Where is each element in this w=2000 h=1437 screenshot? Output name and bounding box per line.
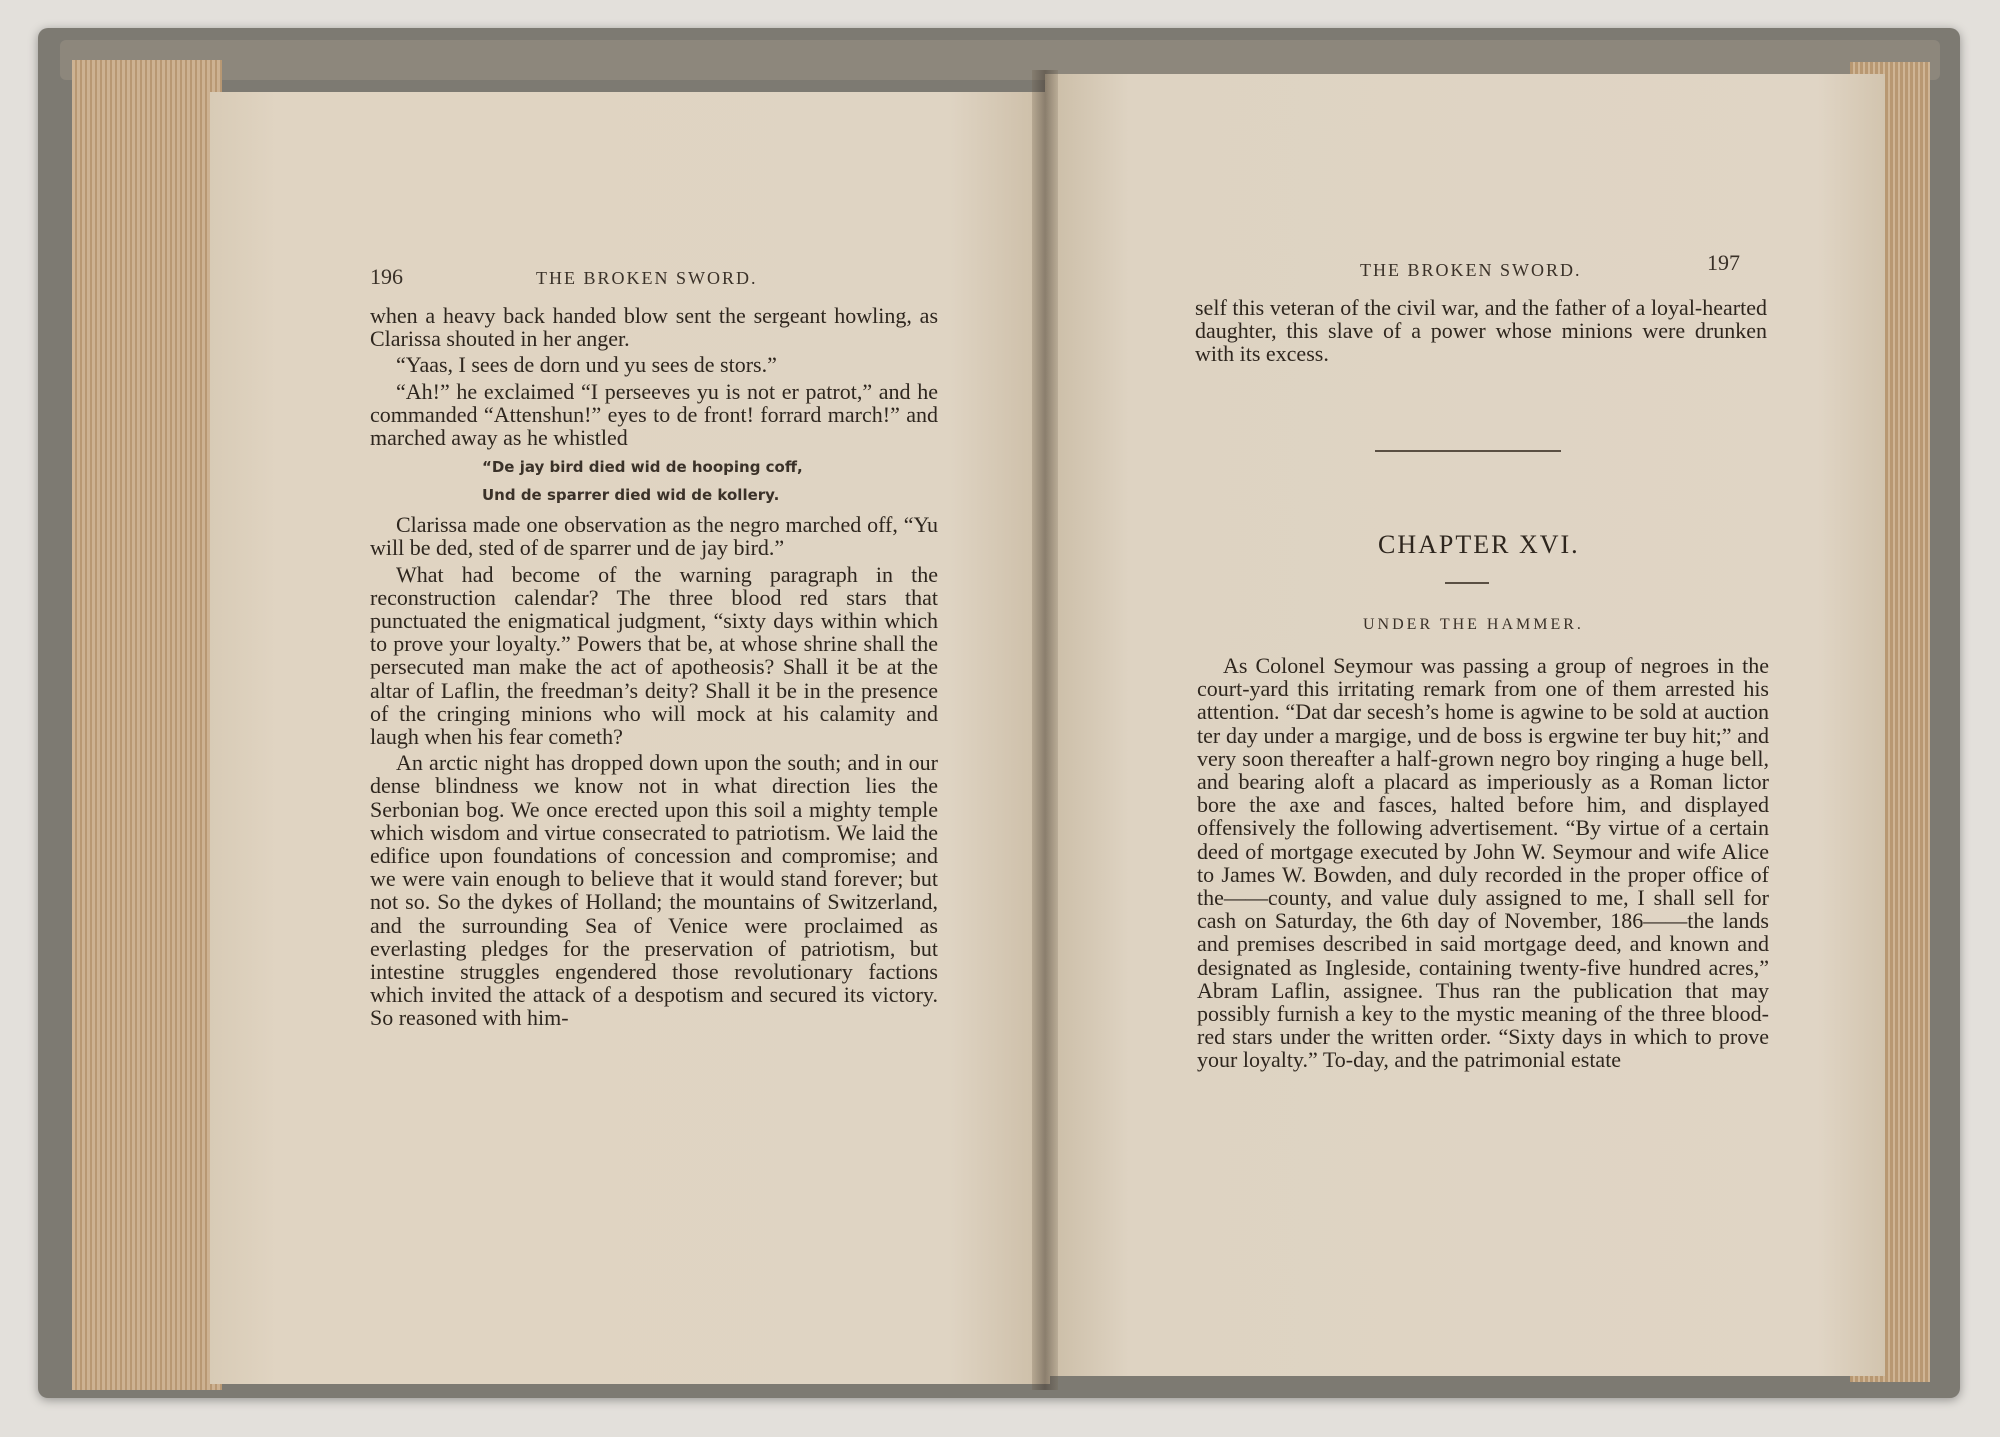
paragraph: What had become of the warning paragraph in the reconstruction calendar? The three blood red stars that punctuated the enigmatical judgment, “sixty days within which to prove your loyalty.” Powers that be, at whose shrine shall the persecuted man make the act of apotheosis? Shall it be at the altar of Laflin, the freedman’s deity? Shall it be in the presence of the cringing minions who will mock at his calamity and laugh when his fear cometh? xyxy=(370,561,938,750)
verse-line: Und de sparrer died wid de kollery. xyxy=(482,486,780,505)
page-number: 196 xyxy=(370,264,403,289)
page-number: 197 xyxy=(1707,250,1740,275)
left-text-column xyxy=(370,304,938,1033)
page-edges-left xyxy=(72,60,222,1390)
verse-line: “De jay bird died wid de hooping coff, xyxy=(482,458,803,477)
paragraph: self this veteran of the civil war, and the father of a loyal-hearted daughter, this slave of a power whose minions were drunken with its excess. xyxy=(1195,295,1767,367)
running-head: THE BROKEN SWORD. xyxy=(1360,260,1582,280)
book-gutter xyxy=(1032,70,1058,1390)
right-page xyxy=(1045,74,1885,1376)
right-opening-text xyxy=(1195,296,1767,369)
chapter-rule xyxy=(1445,582,1489,584)
chapter-title: CHAPTER XVI. xyxy=(1378,530,1580,559)
running-head: THE BROKEN SWORD. xyxy=(536,268,758,288)
paragraph: As Colonel Seymour was passing a group of negroes in the court-yard this irritating remark from one of them arrested his attention. “Dat dar secesh’s home is agwine to be sold at auction ter day under a margige, und de boss is ergwine ter buy hit;” and very soon thereafter a half-grown negro boy ringing a huge bell, and bearing aloft a placard as imperiously as a Roman lictor bore the axe and fasces, halted before him, and displayed offensively the following advertisement. “By virtue of a certain deed of mortgage executed by John W. Seymour and wife Alice to James W. Bowden, and duly recorded in the proper office of the——county, and value duly assigned to me, I shall sell for cash on Saturday, the 6th day of November, 186——the lands and premises described in said mortgage deed, and known and designated as Ingleside, containing twenty-five hundred acres,” Abram Laflin, assignee. Thus ran the publication that may possibly furnish a key to the mystic meaning of the three blood-red stars under the written order. “Sixty days in which to prove your loyalty.” To-day, and the patrimonial estate xyxy=(1197,653,1769,1073)
right-text-column xyxy=(1197,654,1769,1075)
section-divider xyxy=(1375,450,1561,452)
paragraph: “Ah!” he exclaimed “I perseeves yu is not er patrot,” and he commanded “Attenshun!” eyes to de front! forrard march!” and marched away as he whistled xyxy=(370,378,938,451)
chapter-subtitle: UNDER THE HAMMER. xyxy=(1363,616,1584,633)
paragraph: Clarissa made one observation as the negro marched off, “Yu will be ded, sted of de sparrer und de jay bird.” xyxy=(370,512,938,561)
left-page xyxy=(210,92,1050,1384)
paragraph: “Yaas, I sees de dorn und yu sees de stors.” xyxy=(396,352,777,378)
verse-block xyxy=(482,453,938,509)
paragraph: An arctic night has dropped down upon the south; and in our dense blindness we know not in what direction lies the Serbonian bog. We once erected upon this soil a mighty temple which wisdom and virtue consecrated to patriotism. We laid the edifice upon foundations of concession and compromise; and we were vain enough to believe that it would stand forever; but not so. So the dykes of Holland; the mountains of Switzerland, and the surrounding Sea of Venice were proclaimed as everlasting pledges for the preservation of patriotism, but intestine struggles engendered those revolutionary factions which invited the attack of a despotism and secured its victory. So reasoned with him- xyxy=(370,750,938,1031)
paragraph: when a heavy back handed blow sent the sergeant howling, as Clarissa shouted in her anger. xyxy=(370,303,938,352)
